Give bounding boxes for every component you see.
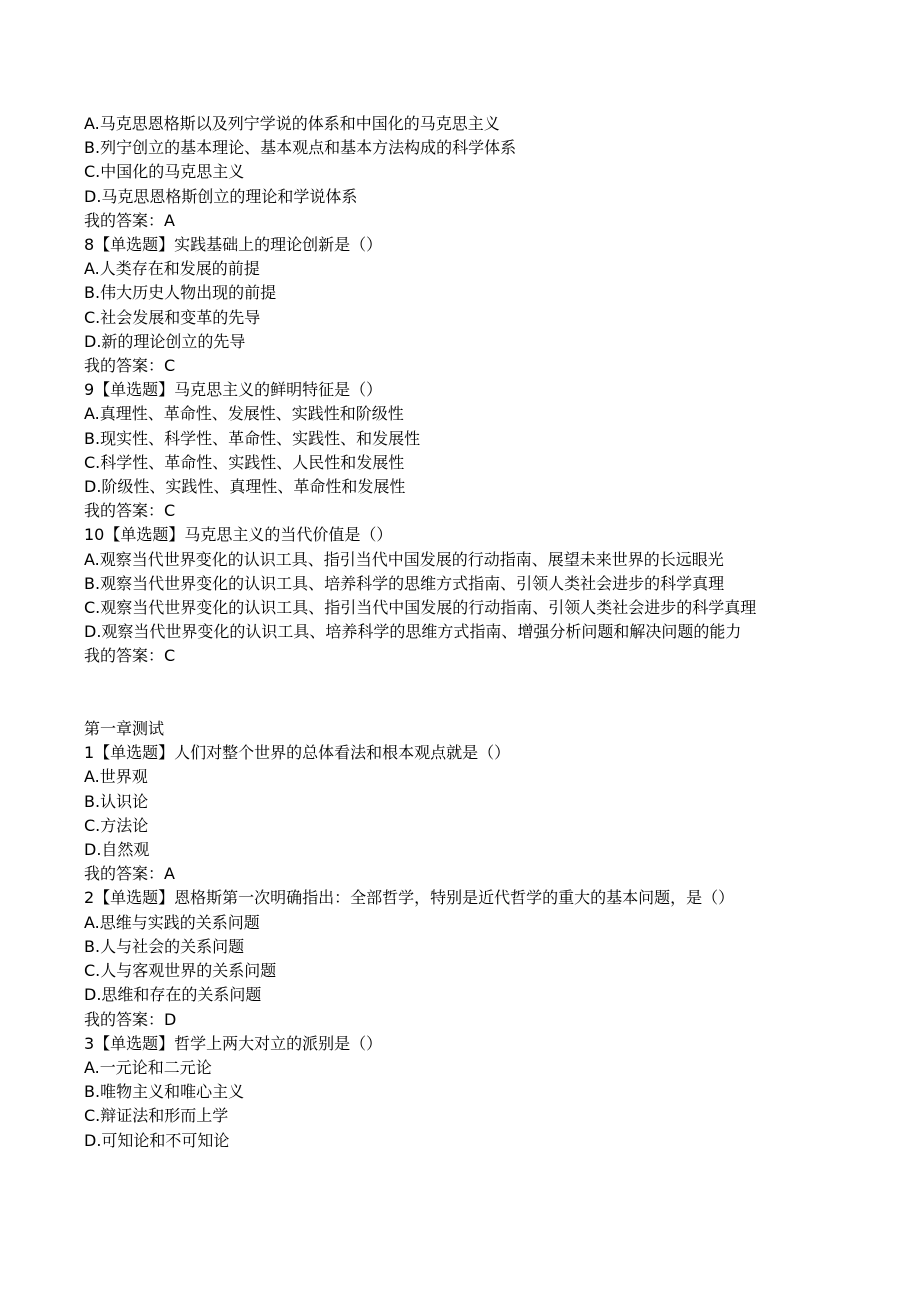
option-line: A.观察当代世界变化的认识工具、指引当代中国发展的行动指南、展望未来世界的长远眼光 bbox=[84, 549, 724, 569]
option-line: D.新的理论创立的先导 bbox=[84, 331, 246, 351]
answer-line: 我的答案：A bbox=[84, 210, 175, 230]
option-line: A.马克思恩格斯以及列宁学说的体系和中国化的马克思主义 bbox=[84, 114, 500, 133]
option-line: B.伟大历史人物出现的前提 bbox=[84, 283, 277, 303]
option-line: D.自然观 bbox=[84, 840, 150, 860]
option-line: C.科学性、革命性、实践性、人民性和发展性 bbox=[84, 452, 405, 472]
option-line: D.马克思恩格斯创立的理论和学说体系 bbox=[84, 186, 358, 206]
answer-line: 我的答案：A bbox=[84, 864, 175, 884]
answer-line: 我的答案：C bbox=[84, 356, 176, 376]
option-line: C.社会发展和变革的先导 bbox=[84, 307, 261, 327]
option-line: A.一元论和二元论 bbox=[84, 1057, 212, 1077]
question-line: 8【单选题】实践基础上的理论创新是（） bbox=[84, 235, 383, 255]
question-line: 10【单选题】马克思主义的当代价值是（） bbox=[84, 525, 393, 545]
option-line: C.人与客观世界的关系问题 bbox=[84, 961, 277, 981]
option-line: D.观察当代世界变化的认识工具、培养科学的思维方式指南、增强分析问题和解决问题的能力 bbox=[84, 622, 742, 642]
option-line: A.人类存在和发展的前提 bbox=[84, 259, 260, 279]
option-line: B.列宁创立的基本理论、基本观点和基本方法构成的科学体系 bbox=[84, 138, 517, 158]
question-line: 9【单选题】马克思主义的鲜明特征是（） bbox=[84, 380, 383, 400]
option-line: C.辩证法和形而上学 bbox=[84, 1106, 229, 1126]
option-line: C.中国化的马克思主义 bbox=[84, 162, 245, 182]
answer-line: 我的答案：C bbox=[84, 646, 176, 666]
section-spacer bbox=[84, 669, 844, 717]
option-line: A.世界观 bbox=[84, 767, 148, 787]
option-line: B.观察当代世界变化的认识工具、培养科学的思维方式指南、引领人类社会进步的科学真理 bbox=[84, 573, 725, 593]
option-line: C.观察当代世界变化的认识工具、指引当代中国发展的行动指南、引领人类社会进步的科学真理 bbox=[84, 598, 757, 618]
option-line: D.思维和存在的关系问题 bbox=[84, 985, 262, 1005]
option-line: B.认识论 bbox=[84, 791, 149, 811]
question-line: 1【单选题】人们对整个世界的总体看法和根本观点就是（） bbox=[84, 743, 511, 763]
answer-line: 我的答案：C bbox=[84, 501, 176, 521]
document-page bbox=[84, 112, 844, 1153]
option-line: A.真理性、革命性、发展性、实践性和阶级性 bbox=[84, 404, 404, 424]
option-line: D.可知论和不可知论 bbox=[84, 1130, 230, 1150]
option-line: B.唯物主义和唯心主义 bbox=[84, 1082, 245, 1102]
answer-line: 我的答案：D bbox=[84, 1009, 177, 1029]
question-line: 3【单选题】哲学上两大对立的派别是（） bbox=[84, 1033, 383, 1053]
option-line: B.现实性、科学性、革命性、实践性、和发展性 bbox=[84, 428, 421, 448]
option-line: A.思维与实践的关系问题 bbox=[84, 912, 260, 932]
option-line: D.阶级性、实践性、真理性、革命性和发展性 bbox=[84, 477, 406, 497]
option-line: C.方法论 bbox=[84, 815, 149, 835]
option-line: B.人与社会的关系问题 bbox=[84, 936, 245, 956]
question-line: 2【单选题】恩格斯第一次明确指出：全部哲学，特别是近代哲学的重大的基本问题，是（） bbox=[84, 888, 735, 908]
chapter-title: 第一章测试 bbox=[84, 719, 165, 739]
